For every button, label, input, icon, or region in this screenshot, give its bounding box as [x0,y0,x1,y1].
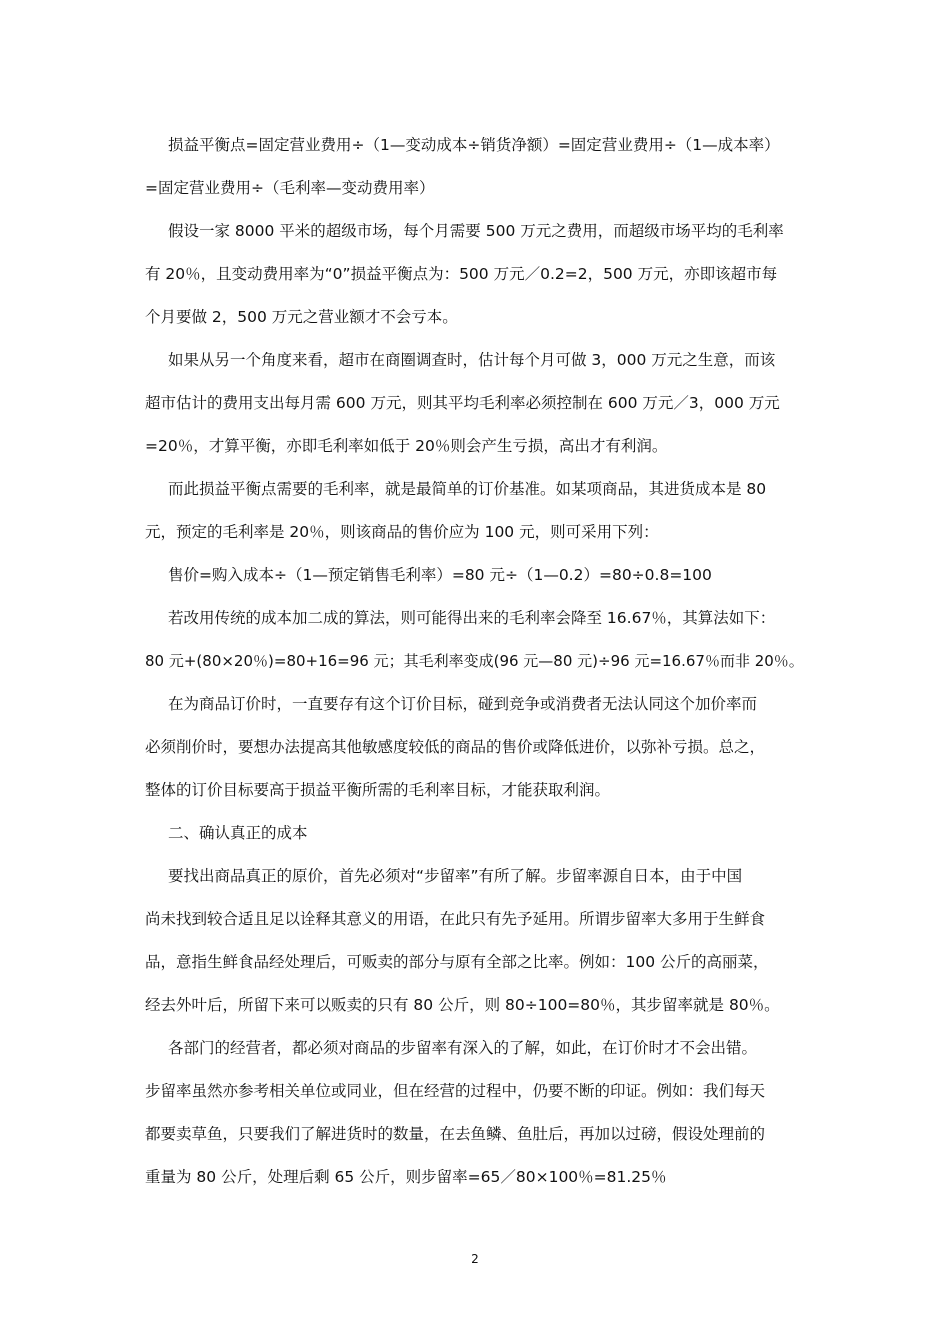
text-line: 重量为 80 公斤，处理后剩 65 公斤，则步留率=65／80×100％=81.25％ [145,1168,667,1186]
text-line: =20％，才算平衡，亦即毛利率如低于 20％则会产生亏损，高出才有利润。 [145,437,668,455]
text-line: 品，意指生鲜食品经处理后，可贩卖的部分与原有全部之比率。例如：100 公斤的高丽菜， [145,953,769,971]
text-line: 都要卖草鱼，只要我们了解进货时的数量，在去鱼鳞、鱼肚后，再加以过磅，假设处理前的 [145,1125,766,1143]
text-line: 损益平衡点=固定营业费用÷（1—变动成本÷销货净额）=固定营业费用÷（1—成本率） [168,136,780,154]
text-line: 必须削价时，要想办法提高其他敏感度较低的商品的售价或降低进价，以弥补亏损。总之， [145,738,766,756]
text-line: 超市估计的费用支出每月需 600 万元，则其平均毛利率必须控制在 600 万元／3，000 万元 [145,394,780,412]
text-line: 若改用传统的成本加二成的算法，则可能得出来的毛利率会降至 16.67％，其算法如下： [168,609,776,627]
text-line: 整体的订价目标要高于损益平衡所需的毛利率目标，才能获取利润。 [145,781,611,799]
text-line: 在为商品订价时，一直要存有这个订价目标，碰到竞争或消费者无法认同这个加价率而 [168,695,758,713]
text-line: 步留率虽然亦参考相关单位或同业，但在经营的过程中，仍要不断的印证。例如：我们每天 [145,1082,766,1100]
text-line: 元，预定的毛利率是 20％，则该商品的售价应为 100 元，则可采用下列： [145,523,659,541]
text-line: 假设一家 8000 平米的超级市场，每个月需要 500 万元之费用，而超级市场平均的毛利率 [168,222,784,240]
text-line: =固定营业费用÷（毛利率—变动费用率） [145,179,435,197]
text-line: 经去外叶后，所留下来可以贩卖的只有 80 公斤，则 80÷100=80％，其步留率就是 80％。 [145,996,780,1014]
text-line: 要找出商品真正的原价，首先必须对“步留率”有所了解。步留率源自日本，由于中国 [168,867,743,885]
text-line: 而此损益平衡点需要的毛利率，就是最简单的订价基准。如某项商品，其进货成本是 80 [168,480,767,498]
page-number: 2 [471,1252,479,1266]
text-line: 如果从另一个角度来看，超市在商圈调查时，估计每个月可做 3，000 万元之生意，而该 [168,351,776,369]
formula-line: 售价=购入成本÷（1—预定销售毛利率）=80 元÷（1—0.2）=80÷0.8=100 [168,566,712,584]
text-line: 个月要做 2，500 万元之营业额才不会亏本。 [145,308,458,326]
text-line: 有 20％，且变动费用率为“0”损益平衡点为：500 万元／0.2=2，500 万元，亦即该超市每 [145,265,778,283]
formula-line: 80 元+(80×20％)=80+16=96 元；其毛利率变成(96 元—80 元)÷96 元=16.67％而非 20％。 [145,652,804,670]
section-heading: 二、确认真正的成本 [168,824,308,842]
text-line: 各部门的经营者，都必须对商品的步留率有深入的了解，如此，在订价时才不会出错。 [168,1039,758,1057]
text-line: 尚未找到较合适且足以诠释其意义的用语，在此只有先予延用。所谓步留率大多用于生鲜食 [145,910,766,928]
